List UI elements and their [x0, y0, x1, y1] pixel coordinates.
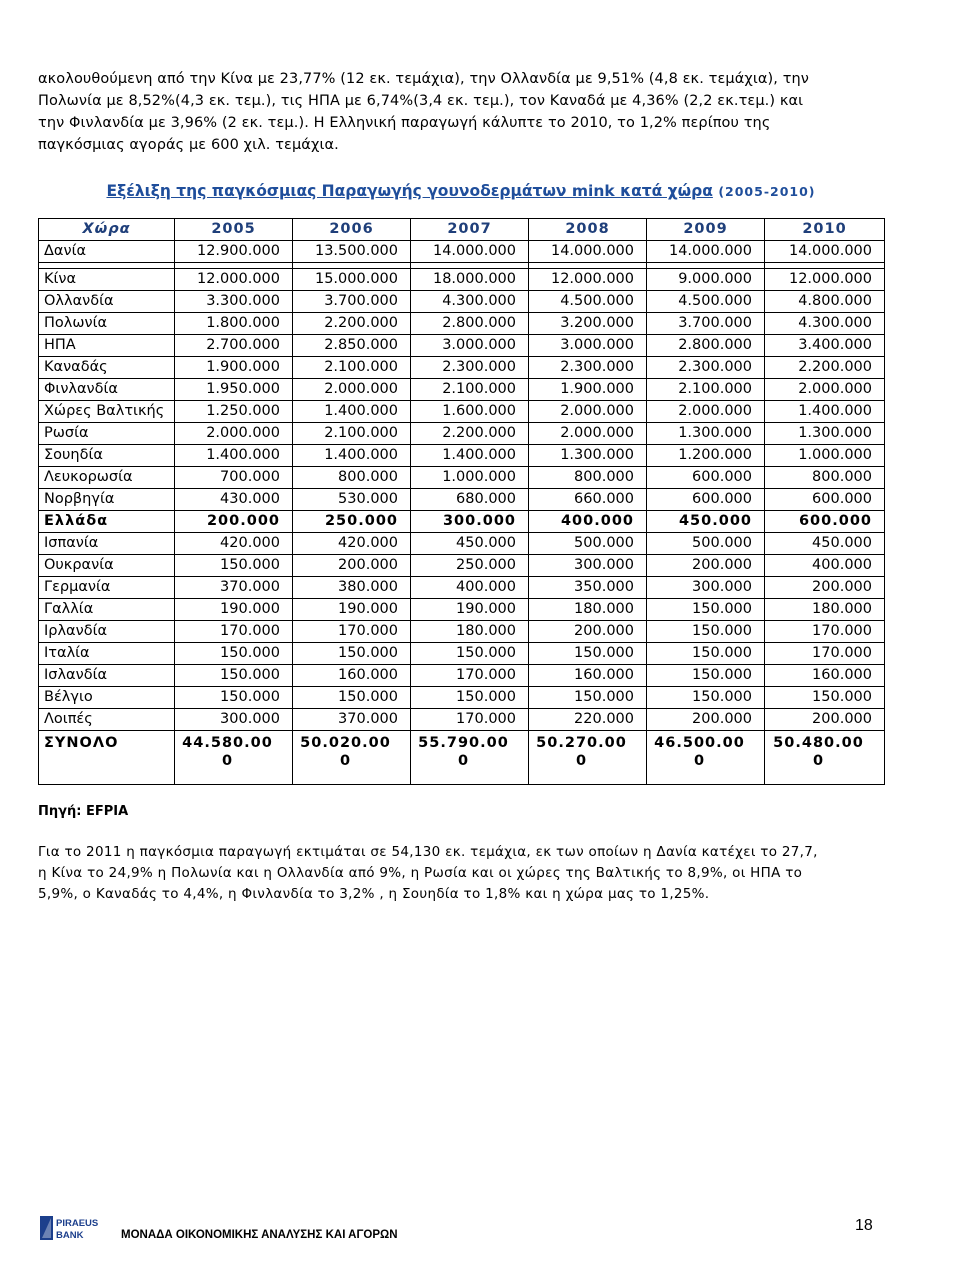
value-cell: 50.020.000: [293, 731, 411, 785]
value-cell: 150.000: [647, 599, 765, 621]
table-row: [39, 241, 885, 263]
value-cell: 170.000: [765, 643, 885, 665]
value-cell: 190.000: [175, 599, 293, 621]
value-cell: 300.000: [647, 577, 765, 599]
value-cell: 600.000: [647, 467, 765, 489]
table-row: [39, 467, 885, 489]
value-cell: 170.000: [765, 621, 885, 643]
value-cell: 200.000: [175, 511, 293, 533]
value-cell: 2.200.000: [765, 357, 885, 379]
value-cell: 1.400.000: [175, 445, 293, 467]
value-cell: 3.400.000: [765, 335, 885, 357]
value-cell: 2.000.000: [529, 401, 647, 423]
value-cell: 1.950.000: [175, 379, 293, 401]
country-cell: Λοιπές: [39, 709, 175, 731]
source-label: Πηγή:: [38, 804, 82, 819]
value-cell: 1.300.000: [647, 423, 765, 445]
table-row: [39, 269, 885, 291]
value-cell: 46.500.000: [647, 731, 765, 785]
value-cell: 1.900.000: [529, 379, 647, 401]
value-cell: 600.000: [647, 489, 765, 511]
table-body: [39, 241, 885, 785]
table-row: [39, 643, 885, 665]
value-cell: 13.500.000: [293, 241, 411, 263]
value-cell: 170.000: [175, 621, 293, 643]
value-cell: 1.000.000: [411, 467, 529, 489]
value-cell: 800.000: [293, 467, 411, 489]
value-cell: 300.000: [529, 555, 647, 577]
value-cell: 150.000: [293, 643, 411, 665]
outro-line: Για το 2011 η παγκόσμια παραγωγή εκτιμάται σε 54,130 εκ. τεμάχια, εκ των οποίων η Δανία κατέχει το 27,7,: [38, 844, 818, 860]
value-cell: 150.000: [647, 643, 765, 665]
country-cell: Νορβηγία: [39, 489, 175, 511]
value-cell: 150.000: [647, 665, 765, 687]
value-cell: 2.800.000: [647, 335, 765, 357]
value-cell: 14.000.000: [765, 241, 885, 263]
value-cell: 1.400.000: [293, 445, 411, 467]
value-cell: 15.000.000: [293, 269, 411, 291]
value-cell: 12.000.000: [529, 269, 647, 291]
value-cell: 2.000.000: [175, 423, 293, 445]
value-cell: 170.000: [293, 621, 411, 643]
value-cell: 370.000: [175, 577, 293, 599]
header-year: 2006: [293, 219, 411, 241]
country-cell: Βέλγιο: [39, 687, 175, 709]
value-cell: 4.500.000: [529, 291, 647, 313]
header-year: 2007: [411, 219, 529, 241]
value-cell: 4.800.000: [765, 291, 885, 313]
value-cell: 190.000: [411, 599, 529, 621]
value-cell: 200.000: [647, 555, 765, 577]
value-cell: 160.000: [765, 665, 885, 687]
value-cell: 14.000.000: [411, 241, 529, 263]
value-cell: 44.580.000: [175, 731, 293, 785]
value-cell: 12.000.000: [175, 269, 293, 291]
value-cell: 150.000: [647, 621, 765, 643]
table-title: [38, 180, 884, 203]
table-title-years: (2005-2010): [718, 184, 816, 199]
value-cell: 150.000: [529, 687, 647, 709]
value-cell: 800.000: [765, 467, 885, 489]
value-cell: 4.500.000: [647, 291, 765, 313]
value-cell: 600.000: [765, 489, 885, 511]
country-cell: Γαλλία: [39, 599, 175, 621]
value-cell: 150.000: [175, 555, 293, 577]
table-row: [39, 533, 885, 555]
value-cell: 430.000: [175, 489, 293, 511]
value-cell: 380.000: [293, 577, 411, 599]
value-cell: 3.700.000: [647, 313, 765, 335]
value-cell: 200.000: [529, 621, 647, 643]
value-cell: 300.000: [411, 511, 529, 533]
value-cell: 14.000.000: [529, 241, 647, 263]
piraeus-bank-logo: [40, 1214, 114, 1242]
country-cell: Φινλανδία: [39, 379, 175, 401]
value-cell: 2.000.000: [529, 423, 647, 445]
value-cell: 150.000: [411, 687, 529, 709]
value-cell: 150.000: [175, 665, 293, 687]
value-cell: 150.000: [175, 687, 293, 709]
value-cell: 680.000: [411, 489, 529, 511]
value-cell: 150.000: [765, 687, 885, 709]
value-cell: 1.300.000: [765, 423, 885, 445]
value-cell: 180.000: [765, 599, 885, 621]
country-cell: Πολωνία: [39, 313, 175, 335]
value-cell: 18.000.000: [411, 269, 529, 291]
table-row: [39, 291, 885, 313]
value-cell: 1.400.000: [411, 445, 529, 467]
value-cell: 50.480.000: [765, 731, 885, 785]
value-cell: 2.100.000: [411, 379, 529, 401]
value-cell: 14.000.000: [647, 241, 765, 263]
header-year: 2009: [647, 219, 765, 241]
country-cell: Ρωσία: [39, 423, 175, 445]
value-cell: 400.000: [529, 511, 647, 533]
value-cell: 420.000: [293, 533, 411, 555]
value-cell: 170.000: [411, 709, 529, 731]
value-cell: 500.000: [529, 533, 647, 555]
value-cell: 400.000: [765, 555, 885, 577]
table-row: [39, 511, 885, 533]
table-row: [39, 621, 885, 643]
value-cell: 200.000: [647, 709, 765, 731]
table-row: [39, 445, 885, 467]
value-cell: 150.000: [293, 687, 411, 709]
intro-line: ακολουθούμενη από την Κίνα με 23,77% (12 εκ. τεμάχια), την Ολλανδία με 9,51% (4,8 εκ. τεμάχια), την: [38, 71, 810, 87]
value-cell: 420.000: [175, 533, 293, 555]
value-cell: 160.000: [529, 665, 647, 687]
table-row: [39, 423, 885, 445]
outro-paragraph: [38, 842, 878, 905]
value-cell: 2.100.000: [293, 423, 411, 445]
value-cell: 530.000: [293, 489, 411, 511]
value-cell: 50.270.000: [529, 731, 647, 785]
value-cell: 2.100.000: [293, 357, 411, 379]
table-row: [39, 401, 885, 423]
country-cell: Λευκορωσία: [39, 467, 175, 489]
value-cell: 2.200.000: [411, 423, 529, 445]
value-cell: 2.800.000: [411, 313, 529, 335]
svg-text:BANK: BANK: [56, 1230, 84, 1241]
value-cell: 2.850.000: [293, 335, 411, 357]
value-cell: 3.200.000: [529, 313, 647, 335]
value-cell: 200.000: [765, 709, 885, 731]
intro-paragraph: [38, 68, 884, 156]
country-cell: Ολλανδία: [39, 291, 175, 313]
page-number: 18: [855, 1217, 873, 1234]
country-cell: Σουηδία: [39, 445, 175, 467]
country-cell: Ουκρανία: [39, 555, 175, 577]
outro-line: η Κίνα το 24,9% η Πολωνία και η Ολλανδία από 9%, η Ρωσία και οι χώρες της Βαλτικής το 8,9%, οι ΗΠΑ το: [38, 865, 803, 881]
value-cell: 2.000.000: [647, 401, 765, 423]
table-row: [39, 665, 885, 687]
source-value: EFPIA: [85, 804, 129, 819]
value-cell: 1.200.000: [647, 445, 765, 467]
total-row: [39, 731, 885, 785]
value-cell: 180.000: [529, 599, 647, 621]
value-cell: 450.000: [411, 533, 529, 555]
country-cell: Γερμανία: [39, 577, 175, 599]
table-row: [39, 357, 885, 379]
table-row: [39, 599, 885, 621]
value-cell: 400.000: [411, 577, 529, 599]
value-cell: 3.000.000: [529, 335, 647, 357]
table-row: [39, 313, 885, 335]
value-cell: 3.300.000: [175, 291, 293, 313]
value-cell: 1.600.000: [411, 401, 529, 423]
value-cell: 700.000: [175, 467, 293, 489]
value-cell: 190.000: [293, 599, 411, 621]
value-cell: 12.000.000: [765, 269, 885, 291]
svg-text:PIRAEUS: PIRAEUS: [56, 1218, 99, 1229]
table-row: [39, 709, 885, 731]
country-cell: Ισλανδία: [39, 665, 175, 687]
country-cell: Δανία: [39, 241, 175, 263]
country-cell: ΣΥΝΟΛΟ: [39, 731, 175, 785]
header-year: 2008: [529, 219, 647, 241]
value-cell: 250.000: [293, 511, 411, 533]
value-cell: 1.000.000: [765, 445, 885, 467]
value-cell: 2.700.000: [175, 335, 293, 357]
source-note: [38, 804, 128, 819]
header-year: 2005: [175, 219, 293, 241]
value-cell: 200.000: [293, 555, 411, 577]
table-row: [39, 379, 885, 401]
value-cell: 150.000: [529, 643, 647, 665]
table-title-main: Εξέλιξη της παγκόσμιας Παραγωγής γουνοδερμάτων mink κατά χώρα: [106, 182, 713, 200]
footer-unit-name: ΜΟΝΑΔΑ ΟΙΚΟΝΟΜΙΚΗΣ ΑΝΑΛΥΣΗΣ ΚΑΙ ΑΓΟΡΩΝ: [121, 1229, 398, 1241]
value-cell: 660.000: [529, 489, 647, 511]
country-cell: Ισπανία: [39, 533, 175, 555]
value-cell: 170.000: [411, 665, 529, 687]
table-row: [39, 687, 885, 709]
country-cell: Ιταλία: [39, 643, 175, 665]
value-cell: 200.000: [765, 577, 885, 599]
value-cell: 500.000: [647, 533, 765, 555]
value-cell: 2.100.000: [647, 379, 765, 401]
country-cell: Κίνα: [39, 269, 175, 291]
value-cell: 55.790.000: [411, 731, 529, 785]
value-cell: 1.250.000: [175, 401, 293, 423]
value-cell: 2.300.000: [411, 357, 529, 379]
value-cell: 2.000.000: [765, 379, 885, 401]
value-cell: 160.000: [293, 665, 411, 687]
value-cell: 2.200.000: [293, 313, 411, 335]
value-cell: 250.000: [411, 555, 529, 577]
value-cell: 1.300.000: [529, 445, 647, 467]
value-cell: 370.000: [293, 709, 411, 731]
table-header-row: [39, 219, 885, 241]
table-row: [39, 555, 885, 577]
value-cell: 1.800.000: [175, 313, 293, 335]
value-cell: 12.900.000: [175, 241, 293, 263]
country-cell: Καναδάς: [39, 357, 175, 379]
value-cell: 450.000: [647, 511, 765, 533]
value-cell: 300.000: [175, 709, 293, 731]
table-row: [39, 577, 885, 599]
intro-line: την Φινλανδία με 3,96% (2 εκ. τεμ.). Η Ελληνική παραγωγή κάλυπτε το 2010, το 1,2% περίπου της: [38, 115, 771, 131]
country-cell: Ιρλανδία: [39, 621, 175, 643]
value-cell: 1.400.000: [765, 401, 885, 423]
value-cell: 4.300.000: [765, 313, 885, 335]
value-cell: 220.000: [529, 709, 647, 731]
value-cell: 3.000.000: [411, 335, 529, 357]
value-cell: 450.000: [765, 533, 885, 555]
value-cell: 150.000: [411, 643, 529, 665]
country-cell: ΗΠΑ: [39, 335, 175, 357]
header-country: Χώρα: [39, 219, 175, 241]
outro-line: 5,9%, ο Καναδάς το 4,4%, η Φινλανδία το 3,2% , η Σουηδία το 1,8% και η χώρα μας το 1,25%.: [38, 886, 710, 902]
value-cell: 2.300.000: [647, 357, 765, 379]
value-cell: 180.000: [411, 621, 529, 643]
table-row: [39, 489, 885, 511]
value-cell: 600.000: [765, 511, 885, 533]
country-cell: Χώρες Βαλτικής: [39, 401, 175, 423]
value-cell: 9.000.000: [647, 269, 765, 291]
value-cell: 4.300.000: [411, 291, 529, 313]
value-cell: 1.400.000: [293, 401, 411, 423]
value-cell: 2.300.000: [529, 357, 647, 379]
production-table: [38, 218, 885, 785]
intro-line: παγκόσμιας αγοράς με 600 χιλ. τεμάχια.: [38, 137, 339, 153]
value-cell: 350.000: [529, 577, 647, 599]
intro-line: Πολωνία με 8,52%(4,3 εκ. τεμ.), τις ΗΠΑ με 6,74%(3,4 εκ. τεμ.), τον Καναδά με 4,36% (2,2 εκ.τεμ.) και: [38, 93, 804, 109]
header-year: 2010: [765, 219, 885, 241]
value-cell: 150.000: [175, 643, 293, 665]
value-cell: 150.000: [647, 687, 765, 709]
country-cell: Ελλάδα: [39, 511, 175, 533]
value-cell: 2.000.000: [293, 379, 411, 401]
value-cell: 3.700.000: [293, 291, 411, 313]
table-row: [39, 335, 885, 357]
value-cell: 800.000: [529, 467, 647, 489]
value-cell: 1.900.000: [175, 357, 293, 379]
